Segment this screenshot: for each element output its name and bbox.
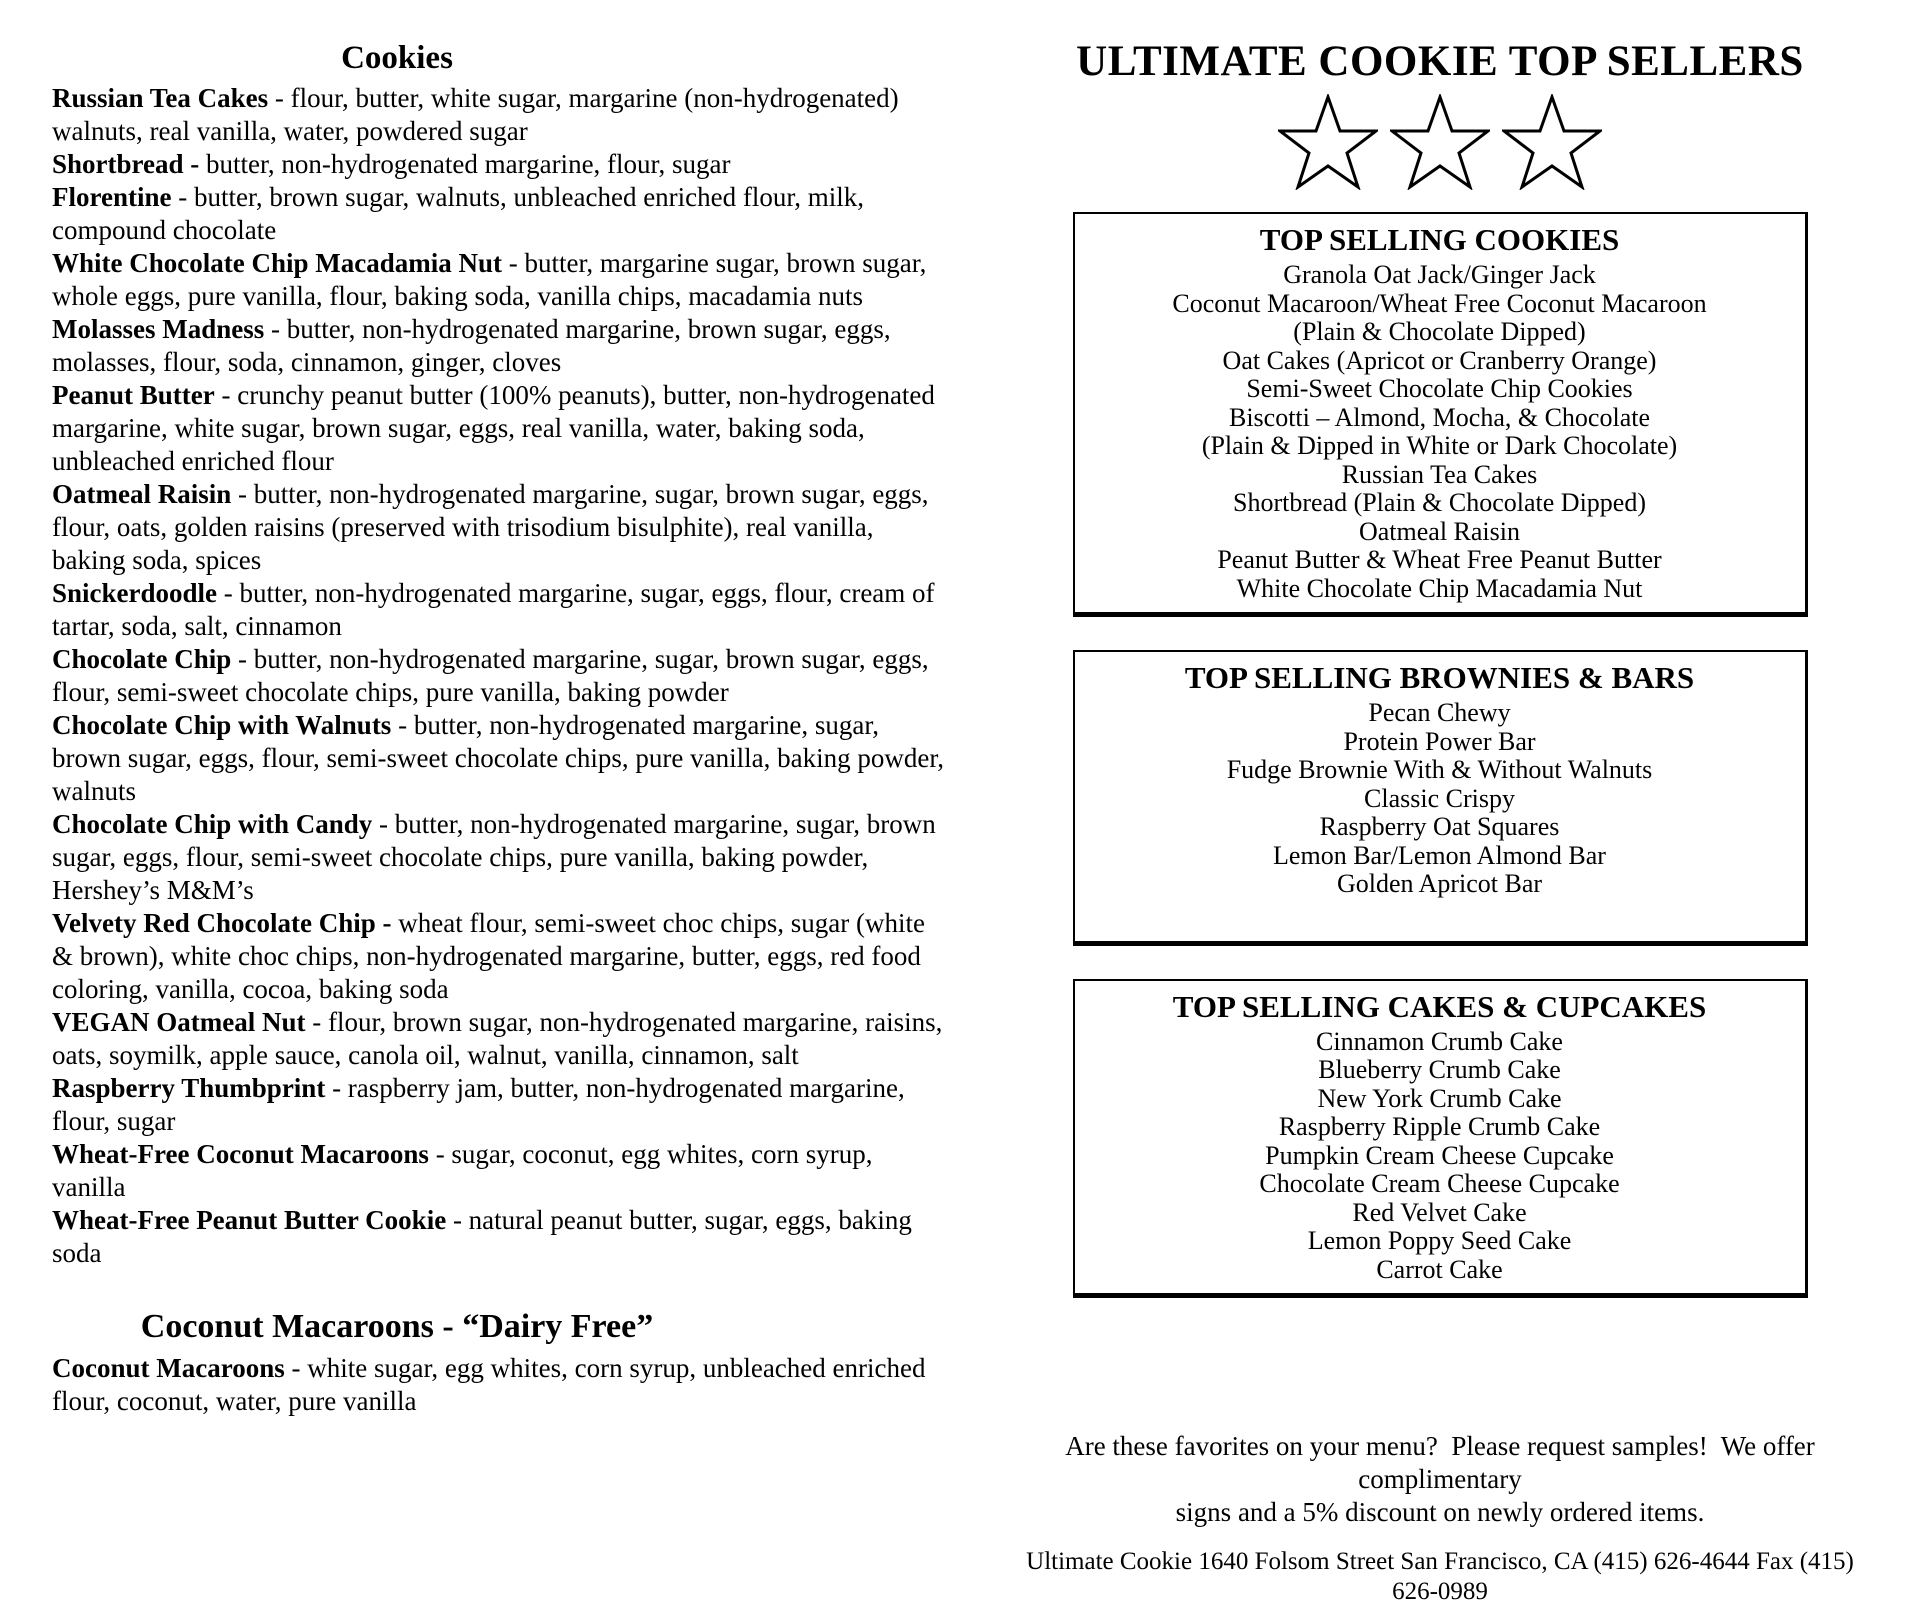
- list-item: Biscotti – Almond, Mocha, & Chocolate: [1228, 402, 1650, 432]
- cookie-item: [52, 808, 952, 907]
- star-outline-icon: [1502, 94, 1602, 190]
- cookie-name: Florentine: [52, 182, 172, 212]
- cookie-ingredients: - butter, non-hydrogenated margarine, sugar, eggs, flour, cream of tartar, soda, salt, cinnamon: [52, 578, 935, 641]
- cookie-ingredients: - natural peanut butter, sugar, eggs, baking soda: [52, 1205, 912, 1268]
- list-item: Peanut Butter & Wheat Free Peanut Butter: [1217, 545, 1662, 574]
- list-item: Semi-Sweet Chocolate Chip Cookies: [1246, 374, 1633, 403]
- cookie-name: Oatmeal Raisin: [52, 479, 232, 509]
- list-item: Lemon Bar/Lemon Almond Bar: [1273, 840, 1606, 870]
- cookie-item: [52, 181, 952, 247]
- cookie-name: Chocolate Chip: [52, 644, 232, 674]
- list-item: Red Velvet Cake: [1352, 1197, 1527, 1227]
- list-item: Lemon Poppy Seed Cake: [1307, 1226, 1572, 1255]
- cookie-item: [52, 82, 952, 148]
- list-item: Classic Crispy: [1364, 783, 1515, 813]
- top-selling-cookies-list: [1087, 261, 1793, 603]
- star-outline-icon: [1390, 94, 1490, 190]
- samples-note: [1010, 1331, 1870, 1529]
- list-item: Carrot Cake: [1376, 1254, 1503, 1284]
- cookie-item: [52, 379, 952, 478]
- cookie-name: Velvety Red Chocolate Chip -: [52, 908, 392, 938]
- list-item: Pecan Chewy: [1368, 698, 1511, 727]
- cookie-item: [52, 577, 952, 643]
- cookie-ingredients: - butter, non-hydrogenated margarine, sugar, brown sugar, eggs, flour, semi-sweet chocolate chips, pure vanilla, baking powder, walnuts: [52, 710, 945, 806]
- top-selling-cakes-heading: TOP SELLING CAKES & CUPCAKES: [1172, 988, 1707, 1024]
- cookie-ingredients: - butter, margarine sugar, brown sugar, whole eggs, pure vanilla, flour, baking soda, vanilla chips, macadamia nuts: [52, 248, 927, 311]
- top-selling-brownies-box: [1073, 650, 1808, 946]
- cookie-name: Wheat-Free Peanut Butter Cookie: [52, 1205, 447, 1235]
- address-line: Ultimate Cookie 1640 Folsom Street San Francisco, CA (415) 626-4644 Fax (415) 626-0989: [1026, 1548, 1854, 1605]
- list-item: (Plain & Dipped in White or Dark Chocolate): [1201, 431, 1678, 460]
- cookie-name: Peanut Butter: [52, 380, 215, 410]
- cookie-name: Chocolate Chip with Candy: [52, 809, 373, 839]
- list-item: Blueberry Crumb Cake: [1318, 1055, 1561, 1084]
- star-outline-icon: [1278, 94, 1378, 190]
- cookie-name: Molasses Madness: [52, 314, 265, 344]
- cookies-column: [52, 38, 952, 1418]
- cookie-ingredients: - white sugar, egg whites, corn syrup, unbleached enriched flour, coconut, water, pure vanilla: [52, 1353, 926, 1416]
- list-item: Cinnamon Crumb Cake: [1316, 1026, 1563, 1056]
- cookie-ingredients: butter, non-hydrogenated margarine, flour, sugar: [199, 149, 731, 179]
- list-item: Fudge Brownie With & Without Walnuts: [1226, 755, 1653, 784]
- cookie-ingredients: - sugar, coconut, egg whites, corn syrup, vanilla: [52, 1139, 873, 1202]
- cookie-item: [52, 478, 952, 577]
- cookie-name: Russian Tea Cakes: [52, 83, 269, 113]
- top-selling-brownies-heading: TOP SELLING BROWNIES & BARS: [1184, 660, 1695, 695]
- list-item: Chocolate Cream Cheese Cupcake: [1259, 1169, 1620, 1198]
- coconut-macaroons-heading: Coconut Macaroons - “Dairy Free”: [140, 1308, 654, 1345]
- top-selling-brownies-list: [1087, 699, 1793, 899]
- cookie-ingredients: wheat flour, semi-sweet choc chips, sugar (white & brown), white choc chips, non-hydrogenated margarine, butter, eggs, red food coloring, vanilla, cocoa, baking soda: [52, 908, 925, 1004]
- macaroon-ingredient-list: [52, 1352, 952, 1418]
- cookie-ingredients: - raspberry jam, butter, non-hydrogenated margarine, flour, sugar: [52, 1073, 905, 1136]
- cookie-item: [52, 1138, 952, 1204]
- cookie-ingredients: - butter, non-hydrogenated margarine, sugar, brown sugar, eggs, flour, semi-sweet chocolate chips, pure vanilla, baking powder, Hershey’s M&M’s: [52, 809, 936, 905]
- cookie-name: Chocolate Chip with Walnuts: [52, 710, 392, 740]
- cookie-ingredients: - crunchy peanut butter (100% peanuts), butter, non-hydrogenated margarine, white sugar, brown sugar, eggs, real vanilla, water, baking soda, unbleached enriched flour: [52, 380, 935, 476]
- list-item: Oat Cakes (Apricot or Cranberry Orange): [1222, 345, 1657, 375]
- cookie-item: [52, 1204, 952, 1270]
- star-rating-row: [1010, 94, 1870, 190]
- list-item: Coconut Macaroon/Wheat Free Coconut Macaroon: [1172, 288, 1707, 318]
- cookie-item: [52, 643, 952, 709]
- list-item: Protein Power Bar: [1343, 726, 1536, 756]
- cookies-heading: Cookies: [341, 40, 453, 76]
- cookie-item: [52, 247, 952, 313]
- cookie-name: VEGAN Oatmeal Nut: [52, 1007, 306, 1037]
- top-sellers-column: [1010, 38, 1870, 1607]
- list-item: Granola Oat Jack/Ginger Jack: [1283, 260, 1596, 289]
- cookie-ingredient-list: [52, 82, 952, 1270]
- cookie-item: [52, 1352, 952, 1418]
- cookie-item: [52, 907, 952, 1006]
- top-selling-cakes-list: [1087, 1028, 1793, 1285]
- cookie-item: [52, 148, 952, 181]
- cookie-name: Shortbread -: [52, 149, 200, 179]
- list-item: Oatmeal Raisin: [1358, 516, 1520, 546]
- top-selling-cakes-box: [1073, 979, 1808, 1299]
- list-item: Raspberry Oat Squares: [1319, 812, 1560, 841]
- cookie-ingredients: - butter, non-hydrogenated margarine, sugar, brown sugar, eggs, flour, semi-sweet chocolate chips, pure vanilla, baking powder: [52, 644, 929, 707]
- list-item: Raspberry Ripple Crumb Cake: [1278, 1112, 1601, 1141]
- list-item: New York Crumb Cake: [1317, 1083, 1562, 1113]
- top-selling-cookies-heading: TOP SELLING COOKIES: [1259, 222, 1620, 257]
- list-item: Golden Apricot Bar: [1336, 869, 1543, 898]
- cookie-ingredients: - flour, brown sugar, non-hydrogenated margarine, raisins, oats, soymilk, apple sauce, canola oil, walnut, vanilla, cinnamon, salt: [52, 1007, 943, 1070]
- list-item: White Chocolate Chip Macadamia Nut: [1236, 573, 1643, 603]
- list-item: Pumpkin Cream Cheese Cupcake: [1265, 1140, 1614, 1170]
- list-item: Shortbread (Plain & Chocolate Dipped): [1232, 488, 1647, 517]
- top-selling-cookies-box: [1073, 212, 1808, 617]
- list-item: Russian Tea Cakes: [1341, 459, 1538, 489]
- cookie-name: Raspberry Thumbprint: [52, 1073, 326, 1103]
- cookie-name: White Chocolate Chip Macadamia Nut: [52, 248, 502, 278]
- top-sellers-title: ULTIMATE COOKIE TOP SELLERS: [1076, 38, 1804, 85]
- cookie-item: [52, 313, 952, 379]
- list-item: (Plain & Chocolate Dipped): [1293, 317, 1586, 346]
- cookie-item: [52, 709, 952, 808]
- samples-note-line: Are these favorites on your menu? Please request samples! We offer complimentary: [1065, 1431, 1822, 1494]
- cookie-item: [52, 1006, 952, 1072]
- cookie-ingredients: - butter, non-hydrogenated margarine, sugar, brown sugar, eggs, flour, oats, golden raisins (preserved with trisodium bisulphite), real vanilla, baking soda, spices: [52, 479, 929, 575]
- cookie-ingredients: - butter, brown sugar, walnuts, unbleached enriched flour, milk, compound chocolate: [52, 182, 865, 245]
- cookie-ingredients: - butter, non-hydrogenated margarine, brown sugar, eggs, molasses, flour, soda, cinnamon, ginger, cloves: [52, 314, 891, 377]
- cookie-item: [52, 1072, 952, 1138]
- cookie-name: Wheat-Free Coconut Macaroons: [52, 1139, 429, 1169]
- cookie-ingredients: - flour, butter, white sugar, margarine (non-hydrogenated) walnuts, real vanilla, water, powdered sugar: [52, 83, 899, 146]
- cookie-name: Snickerdoodle: [52, 578, 218, 608]
- cookie-name: Coconut Macaroons: [52, 1353, 285, 1383]
- samples-note-line: signs and a 5% discount on newly ordered items.: [1175, 1497, 1705, 1527]
